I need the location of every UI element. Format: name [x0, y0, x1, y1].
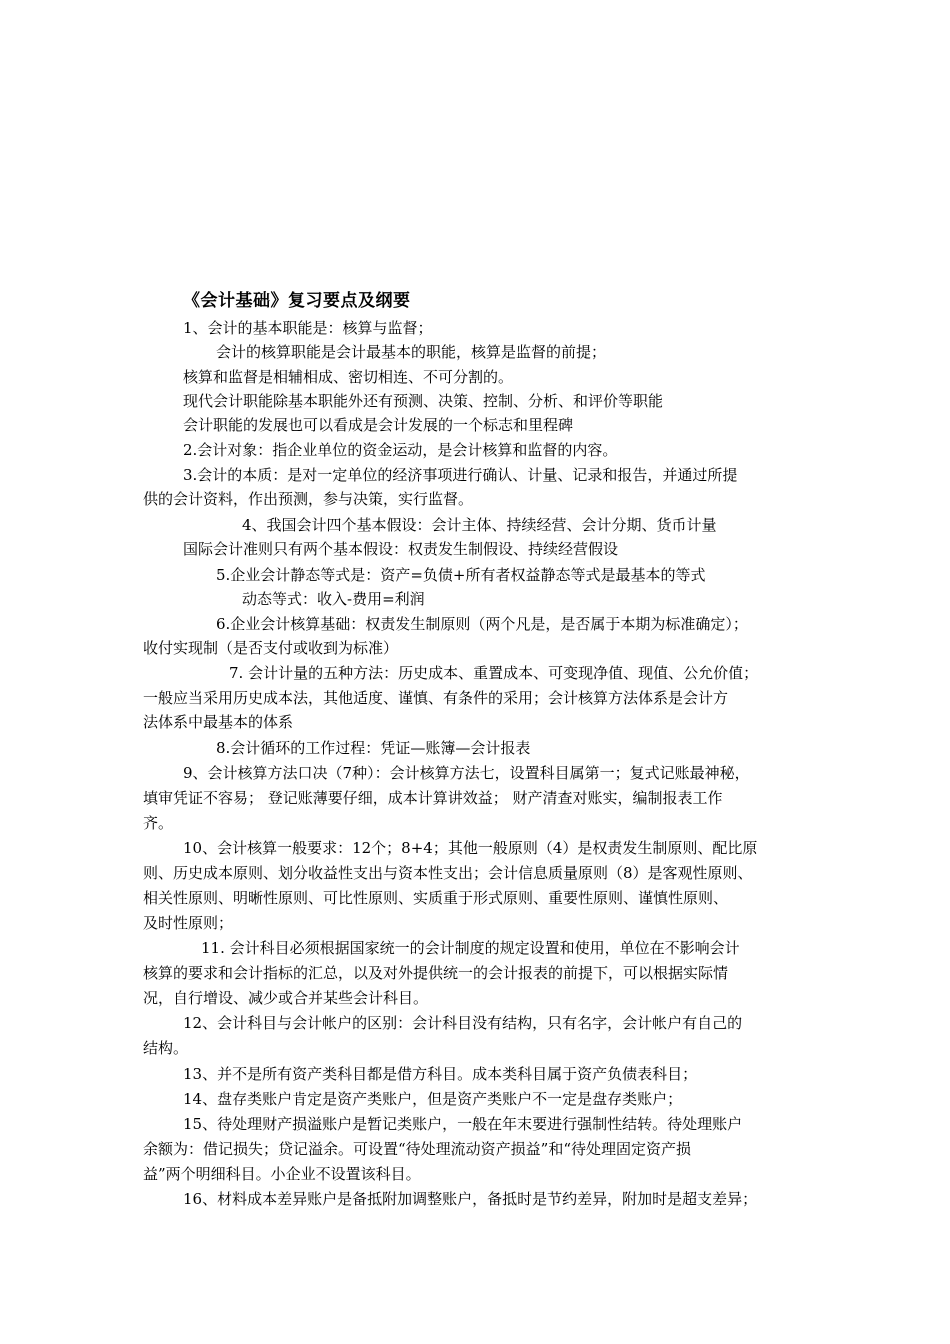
text-line: 7. 会计计量的五种方法：历史成本、重置成本、可变现净值、现值、公允价值； [229, 664, 759, 682]
document-title: 《会计基础》复习要点及纲要 [183, 291, 411, 311]
text-line: 核算的要求和会计指标的汇总，以及对外提供统一的会计报表的前提下，可以根据实际情 [143, 964, 729, 982]
text-line: 收付实现制（是否支付或收到为标准） [143, 639, 399, 657]
text-line: 9、会计核算方法口决（7种）：会计核算方法七，设置科目属第一；复式记账最神秘， [183, 764, 750, 782]
text-line: 法体系中最基本的体系 [143, 713, 294, 731]
text-line: 11. 会计科目必须根据国家统一的会计制度的规定设置和使用，单位在不影响会计 [201, 939, 740, 957]
text-line: 余额为：借记损失；贷记溢余。可设置“待处理流动资产损益”和“待处理固定资产损 [143, 1140, 692, 1158]
text-line: 1、会计的基本职能是：核算与监督； [183, 319, 433, 337]
text-line: 相关性原则、明晰性原则、可比性原则、实质重于形式原则、重要性原则、谨慎性原则、 [143, 889, 729, 907]
text-line: 益”两个明细科目。小企业不设置该科目。 [143, 1165, 421, 1183]
text-line: 16、材料成本差异账户是备抵附加调整账户，备抵时是节约差异，附加时是超支差异； [183, 1190, 758, 1208]
text-line: 填审凭证不容易； 登记账薄要仔细，成本计算讲效益； 财产清查对账实，编制报表工作 [143, 789, 723, 807]
text-line: 2.会计对象：指企业单位的资金运动，是会计核算和监督的内容。 [183, 441, 618, 459]
text-line: 结构。 [143, 1039, 189, 1057]
text-line: 一般应当采用历史成本法，其他适度、谨慎、有条件的采用；会计核算方法体系是会计方 [143, 689, 729, 707]
text-line: 会计的核算职能是会计最基本的职能，核算是监督的前提； [216, 343, 607, 361]
text-line: 现代会计职能除基本职能外还有预测、决策、控制、分析、和评价等职能 [183, 392, 664, 410]
text-line: 3.会计的本质：是对一定单位的经济事项进行确认、计量、记录和报告，并通过所提 [183, 466, 738, 484]
text-line: 国际会计准则只有两个基本假设：权责发生制假设、持续经营假设 [183, 540, 619, 558]
text-line: 8.会计循环的工作过程：凭证—账簿—会计报表 [216, 739, 531, 757]
text-line: 4、我国会计四个基本假设：会计主体、持续经营、会计分期、货币计量 [242, 516, 717, 534]
text-line: 供的会计资料，作出预测，参与决策，实行监督。 [143, 490, 474, 508]
text-line: 况，自行增设、减少或合并某些会计科目。 [143, 989, 429, 1007]
text-line: 6.企业会计核算基础：权责发生制原则（两个凡是，是否属于本期为标准确定）； [216, 615, 748, 633]
text-line: 13、并不是所有资产类科目都是借方科目。成本类科目属于资产负债表科目； [183, 1065, 698, 1083]
text-line: 动态等式：收入-费用=利润 [242, 590, 425, 608]
text-line: 12、会计科目与会计帐户的区别：会计科目没有结构，只有名字，会计帐户有自己的 [183, 1014, 743, 1032]
text-line: 会计职能的发展也可以看成是会计发展的一个标志和里程碑 [183, 416, 574, 434]
text-line: 10、会计核算一般要求：12个；8+4；其他一般原则（4）是权责发生制原则、配比原 [183, 839, 758, 857]
text-line: 则、历史成本原则、划分收益性支出与资本性支出；会计信息质量原则（8）是客观性原则、 [143, 864, 753, 882]
text-line: 核算和监督是相辅相成、密切相连、不可分割的。 [183, 368, 514, 386]
text-line: 及时性原则； [143, 914, 234, 932]
text-line: 5.企业会计静态等式是：资产=负债+所有者权益静态等式是最基本的等式 [216, 566, 706, 584]
text-line: 15、待处理财产损溢账户是暂记类账户，一般在年末要进行强制性结转。待处理账户 [183, 1115, 743, 1133]
text-line: 14、盘存类账户肯定是资产类账户，但是资产类账户不一定是盘存类账户； [183, 1090, 683, 1108]
text-line: 齐。 [143, 814, 174, 832]
